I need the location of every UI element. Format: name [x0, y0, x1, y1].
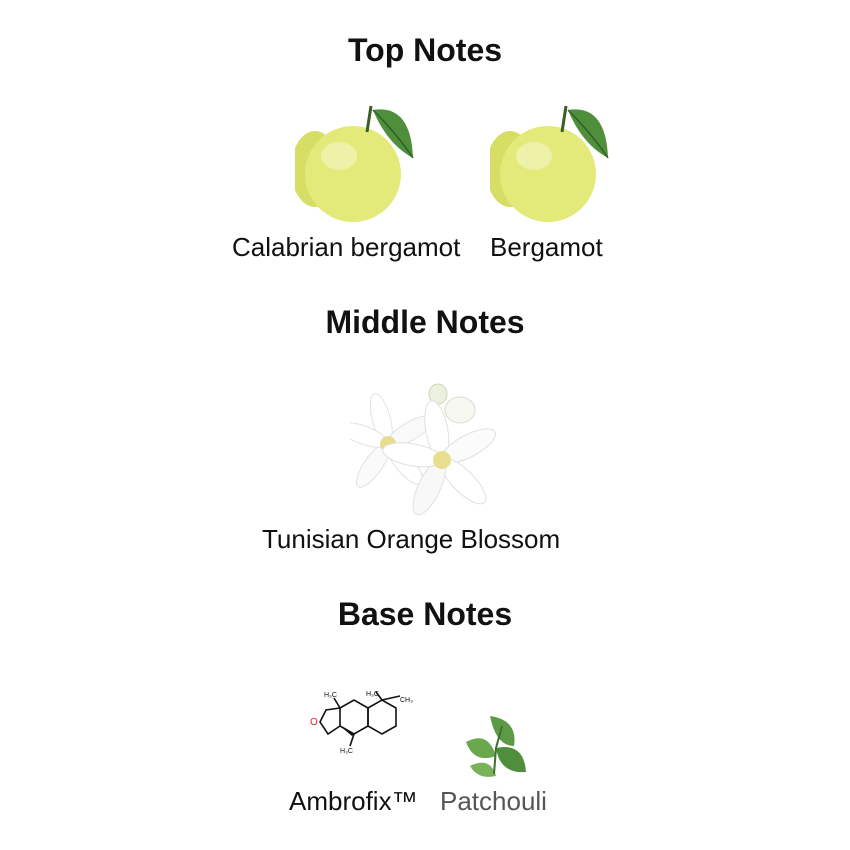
- top-notes-heading: Top Notes: [347, 32, 503, 68]
- svg-text:H₃C: H₃C: [324, 692, 337, 699]
- bergamot-fruit-icon: [295, 104, 415, 224]
- note-label: Ambrofix™: [289, 786, 418, 816]
- patchouli-leaf-icon: [460, 712, 530, 780]
- note-label: Calabrian bergamot: [232, 232, 461, 262]
- orange-blossom-flower-icon: [350, 382, 498, 520]
- note-label: Bergamot: [490, 232, 603, 262]
- svg-text:H₃C: H₃C: [340, 748, 353, 755]
- ambroxide-molecule-icon: [300, 688, 416, 758]
- note-label: Tunisian Orange Blossom: [262, 524, 561, 554]
- base-notes-heading: Base Notes: [337, 596, 513, 632]
- svg-text:CH₃: CH₃: [400, 697, 413, 704]
- middle-notes-heading: Middle Notes: [325, 304, 525, 340]
- svg-text:O: O: [310, 717, 318, 728]
- note-label: Patchouli: [440, 786, 547, 816]
- bergamot-fruit-icon: [490, 104, 610, 224]
- svg-text:H₃C: H₃C: [366, 691, 379, 698]
